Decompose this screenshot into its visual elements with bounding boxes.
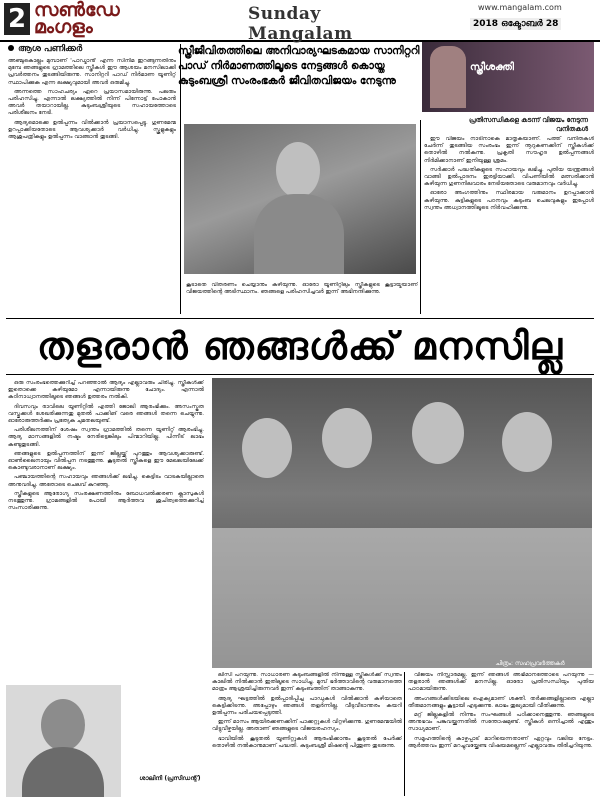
article-photo-1: [184, 124, 416, 274]
work-table: [212, 528, 592, 668]
article-photo-2: [212, 378, 592, 668]
paragraph: പഞ്ചായത്തിന്റെ സഹായവും ഞങ്ങൾക്ക് ലഭിച്ചു. കെട്ടിടം വാടകയില്ലാതെ അനുവദിച്ചു. അതോടെ ചെലവ് കുറഞ്ഞു.: [8, 474, 204, 488]
main-headline: തളരാൻ ഞങ്ങൾക്ക് മനസില്ല: [36, 323, 564, 368]
paragraph: ഇന്ന് മാസം ആയിരക്കണക്കിന് പാക്കറ്റുകൾ വിറ്റഴിക്കുന്നു. ഗുണമേന്മയിൽ വിട്ടുവീഴ്ചയില്ല. അതാണ് ഞങ്ങളുടെ വിജയരഹസ്യം.: [212, 719, 402, 733]
bullet-icon: [8, 45, 14, 51]
paragraph: ദിവസവും രാവിലെ യൂണിറ്റിൽ എത്തി ജോലി ആരംഭിക്കും. അസംസ്കൃത വസ്തുക്കൾ ശേഖരിക്കുന്നതു മുതൽ പാക്കിങ് വരെ ഞങ്ങൾ തന്നെ ചെയ്യുന്നു. ഓരോരുത്തർക്കും പ്രത്യേക ചുമതലയുണ്ട്.: [8, 403, 204, 425]
column-2-bottom: [212, 672, 402, 796]
author-line: [8, 44, 82, 54]
paragraph: സ്ത്രീകളുടെ ആരോഗ്യ സംരക്ഷണത്തിനും ബോധവൽക്കരണ ക്ലാസുകൾ നടത്തുന്നു. ഗ്രാമങ്ങളിൽ പോയി ആർത്തവ ശുചിത്വത്തെക്കുറിച്ച് സംസാരിക്കുന്നു.: [8, 490, 204, 512]
column-divider: [420, 120, 421, 314]
website-url[interactable]: www.mangalam.com: [478, 3, 562, 12]
paragraph: പരിശീലനത്തിന് ശേഷം സ്വന്തം ഗ്രാമത്തിൽ തന്നെ യൂണിറ്റ് ആരംഭിച്ചു. ആദ്യ മാസങ്ങളിൽ നഷ്ടം നേരിട്ടെങ്കിലും പിന്മാറിയില്ല. പിന്നീട് ലാഭം കണ്ടുതുടങ്ങി.: [8, 427, 204, 448]
photo-1-caption: കൂടാതെ വിതരണം ചെയ്യാനും കഴിയുന്നു. ഓരോ യൂണിറ്റിലും സ്ത്രീകളുടെ കൂട്ടായ്മയാണ് വിജയത്തിന്റെ അടിസ്ഥാനം. ഞങ്ങളെ പരിഹസിച്ചവർ ഇന്ന് അഭിനന്ദിക്കുന്നു.: [186, 282, 418, 296]
issue-date: 2018 ഒക്ടോബർ 28: [470, 18, 561, 30]
section-label: സ്ത്രീശക്തി: [470, 62, 514, 73]
paragraph: അംഗങ്ങൾക്കിടയിലെ ഐക്യമാണ് ശക്തി. തർക്കങ്ങളില്ലാതെ എല്ലാ തീരുമാനങ്ങളും കൂട്ടായി എടുക്കുന്നു. ലാഭം തുല്യമായി വീതിക്കുന്നു.: [408, 695, 594, 709]
headline-rule-top: [6, 318, 594, 319]
headline-rule-bottom: [6, 374, 594, 375]
column-1-bottom: [8, 380, 204, 680]
paragraph: മറ്റ് ജില്ലകളിൽ നിന്നും സംഘങ്ങൾ പഠിക്കാനെത്തുന്നു. ഞങ്ങളുടെ അനുഭവം പങ്കുവയ്ക്കുന്നതിൽ സന്തോഷമുണ്ട്. സ്ത്രീകൾ ഒന്നിച്ചാൽ എന്തും സാധ്യമാണ്.: [408, 712, 594, 733]
paragraph: സർക്കാർ പദ്ധതികളുടെ സഹായവും ലഭിച്ചു. പുതിയ യന്ത്രങ്ങൾ വാങ്ങി ഉൽപ്പാദനം ഇരട്ടിയാക്കി. വിപണിയിൽ മത്സരിക്കാൻ കഴിയുന്ന ഗുണനിലവാരം നേടിയതോടെ വരുമാനവും വർധിച്ചു.: [424, 166, 594, 188]
page-number: 2: [4, 3, 30, 35]
person-face: [41, 699, 85, 751]
masthead-title: Sunday Mangalam: [248, 4, 353, 44]
paragraph: ഞങ്ങളുടെ ഉൽപ്പന്നത്തിന് ഇന്ന് ജില്ലയ്ക്ക് പുറത്തും ആവശ്യക്കാരുണ്ട്. ഓൺലൈനായും വിൽപ്പന നടത്തുന്നു. കൂടുതൽ സ്ത്രീകളെ ഈ മേഖലയിലേക്ക് കൊണ്ടുവരാനാണ് ലക്ഷ്യം.: [8, 450, 204, 472]
column-1-top: [8, 58, 176, 316]
masthead-logo: സൺഡേ മംഗളം: [34, 0, 120, 38]
paragraph: ഒരു സംരംഭത്തെക്കുറിച്ച് പറഞ്ഞാൽ ആദ്യം എല്ലാവരും ചിരിച്ചു. സ്ത്രീകൾക്ക് ഇതൊക്കെ കഴിയുമോ എന്നായിരുന്നു ചോദ്യം. എന്നാൽ കഠിനാധ്വാനത്തിലൂടെ ഞങ്ങൾ ഉത്തരം നൽകി.: [8, 380, 204, 401]
paragraph: വിജയം നിസ്സാരമല്ല. ഇന്ന് ഞങ്ങൾ അഭിമാനത്തോടെ പറയുന്നു — തളരാൻ ഞങ്ങൾക്ക് മനസില്ല. ഓരോ പ്രതിസന്ധിയും പുതിയ പാഠമായിരുന്നു.: [408, 672, 594, 693]
author-name: ആശ പണിക്കർ: [18, 44, 83, 54]
paragraph: സമൂഹത്തിന്റെ കാഴ്ചപ്പാട് മാറിയെന്നതാണ് ഏറ്റവും വലിയ നേട്ടം. ആർത്തവം ഇന്ന് മറച്ചുവയ്ക്കേണ്ട വിഷയമല്ലെന്ന് എല്ലാവരും തിരിച്ചറിയുന്നു.: [408, 735, 594, 749]
paragraph: ആദ്യമൊക്കെ ഉൽപ്പന്നം വിൽക്കാൻ പ്രയാസപ്പെട്ടു. ഗുണമേന്മ ഉറപ്പാക്കിയതോടെ ആവശ്യക്കാർ വർധിച്ചു. സ്കൂളുകളും ആശുപത്രികളും ഉൽപ്പന്നം വാങ്ങാൻ തുടങ്ങി.: [8, 119, 176, 141]
paragraph: ലിസി പറയുന്നു. സാധാരണ കുടുംബങ്ങളിൽ നിന്നുള്ള സ്ത്രീകൾക്ക് സ്വന്തം കാലിൽ നിൽക്കാൻ ഇതിലൂടെ സാധിച്ചു. മുമ്പ് ഭർത്താവിന്റെ വരുമാനത്തെ മാത്രം ആശ്രയിച്ചിരുന്നവർ ഇന്ന് കുടുംബത്തിന് താങ്ങാകുന്നു.: [212, 672, 402, 693]
section-byline: പ്രതിസന്ധികളെ കടന്ന് വിജയം നേടുന്ന വനിതകൾ: [469, 116, 588, 133]
paragraph: ആദ്യ ഘട്ടത്തിൽ ഉൽപ്പാദിപ്പിച്ച പാഡുകൾ വിൽക്കാൻ കഴിയാതെ കെട്ടിക്കിടന്നു. അപ്പോഴും ഞങ്ങൾ തളർന്നില്ല. വീടുവീടാന്തരം കയറി ഉൽപ്പന്നം പരിചയപ്പെടുത്തി.: [212, 695, 402, 717]
person-body: [254, 194, 344, 274]
person-body: [22, 747, 104, 797]
worker-face: [242, 418, 292, 478]
person-face: [276, 142, 320, 198]
article-teaser: സ്ത്രീജീവിതത്തിലെ അനിവാര്യഘടകമായ സാനിറ്ററി പാഡ് നിർമാണത്തിലൂടെ നേട്ടങ്ങൾ കൊയ്ത കുടുംബശ്രീ സംരംഭകർ ജീവിതവിജയം നേടുന്നു: [178, 45, 420, 87]
worker-face: [502, 412, 552, 472]
paragraph: ഓരോ അംഗത്തിനും സ്ഥിരമായ വരുമാനം ഉറപ്പാക്കാൻ കഴിയുന്നു. കുട്ടികളുടെ പഠനവും കുടുംബ ചെലവുകളും ഇപ്പോൾ സ്വന്തം അധ്വാനത്തിലൂടെ നിർവഹിക്കുന്നു.: [424, 190, 594, 211]
column-3-top: [424, 136, 594, 314]
worker-face: [412, 402, 464, 464]
paragraph: ഈ വിജയം നാടിനാകെ മാതൃകയാണ്. പത്ത് വനിതകൾ ചേർന്ന് തുടങ്ങിയ സംരംഭം ഇന്ന് നൂറുകണക്കിന് സ്ത്രീകൾക്ക് തൊഴിൽ നൽകുന്നു. പ്രകൃതി സൗഹൃദ ഉൽപ്പന്നങ്ങൾ നിർമിക്കാനാണ് ഇനിയുള്ള ശ്രമം.: [424, 136, 594, 164]
paragraph: ഭാവിയിൽ കൂടുതൽ യൂണിറ്റുകൾ ആരംഭിക്കാനും കൂടുതൽ പേർക്ക് തൊഴിൽ നൽകാനുമാണ് പദ്ധതി. കുടുംബശ്രീ മിഷന്റെ പിന്തുണ തുടരുന്നു.: [212, 735, 402, 749]
portrait-photo: [6, 685, 121, 797]
portrait-illustration: [430, 46, 466, 108]
paragraph: അഞ്ചുകൊല്ലം മുമ്പാണ് 'പാഡ്മാൻ' എന്ന സിനിമ ഇറങ്ങുന്നതിനും മുമ്പേ ഞങ്ങളുടെ ഗ്രാമത്തിലെ സ്ത്രീകൾ ഈ ആശയം മനസിലാക്കി പ്രവർത്തനം തുടങ്ങിയിരുന്നു. സാനിറ്ററി പാഡ് നിർമാണ യൂണിറ്റ് സ്ഥാപിക്കുക എന്ന ലക്ഷ്യവുമായി അവർ ഒരുമിച്ചു.: [8, 58, 176, 86]
paragraph: അന്നത്തെ സാഹചര്യം ഏറെ പ്രയാസമായിരുന്നു. പലരും പരിഹസിച്ചു. എന്നാൽ ലക്ഷ്യത്തിൽ നിന്ന് പിന്നോട്ട് പോകാൻ അവർ തയാറായില്ല. കുടുംബശ്രീയുടെ സഹായത്തോടെ പരിശീലനം നേടി.: [8, 88, 176, 117]
column-3-bottom: [408, 672, 594, 796]
column-divider: [404, 672, 405, 796]
portrait-caption: ശാലിനി (പ്രസിഡന്റ്): [139, 775, 201, 782]
photo-2-caption: ചിത്രം: സഹപ്രവർത്തകർ: [495, 660, 565, 667]
worker-face: [322, 408, 372, 468]
